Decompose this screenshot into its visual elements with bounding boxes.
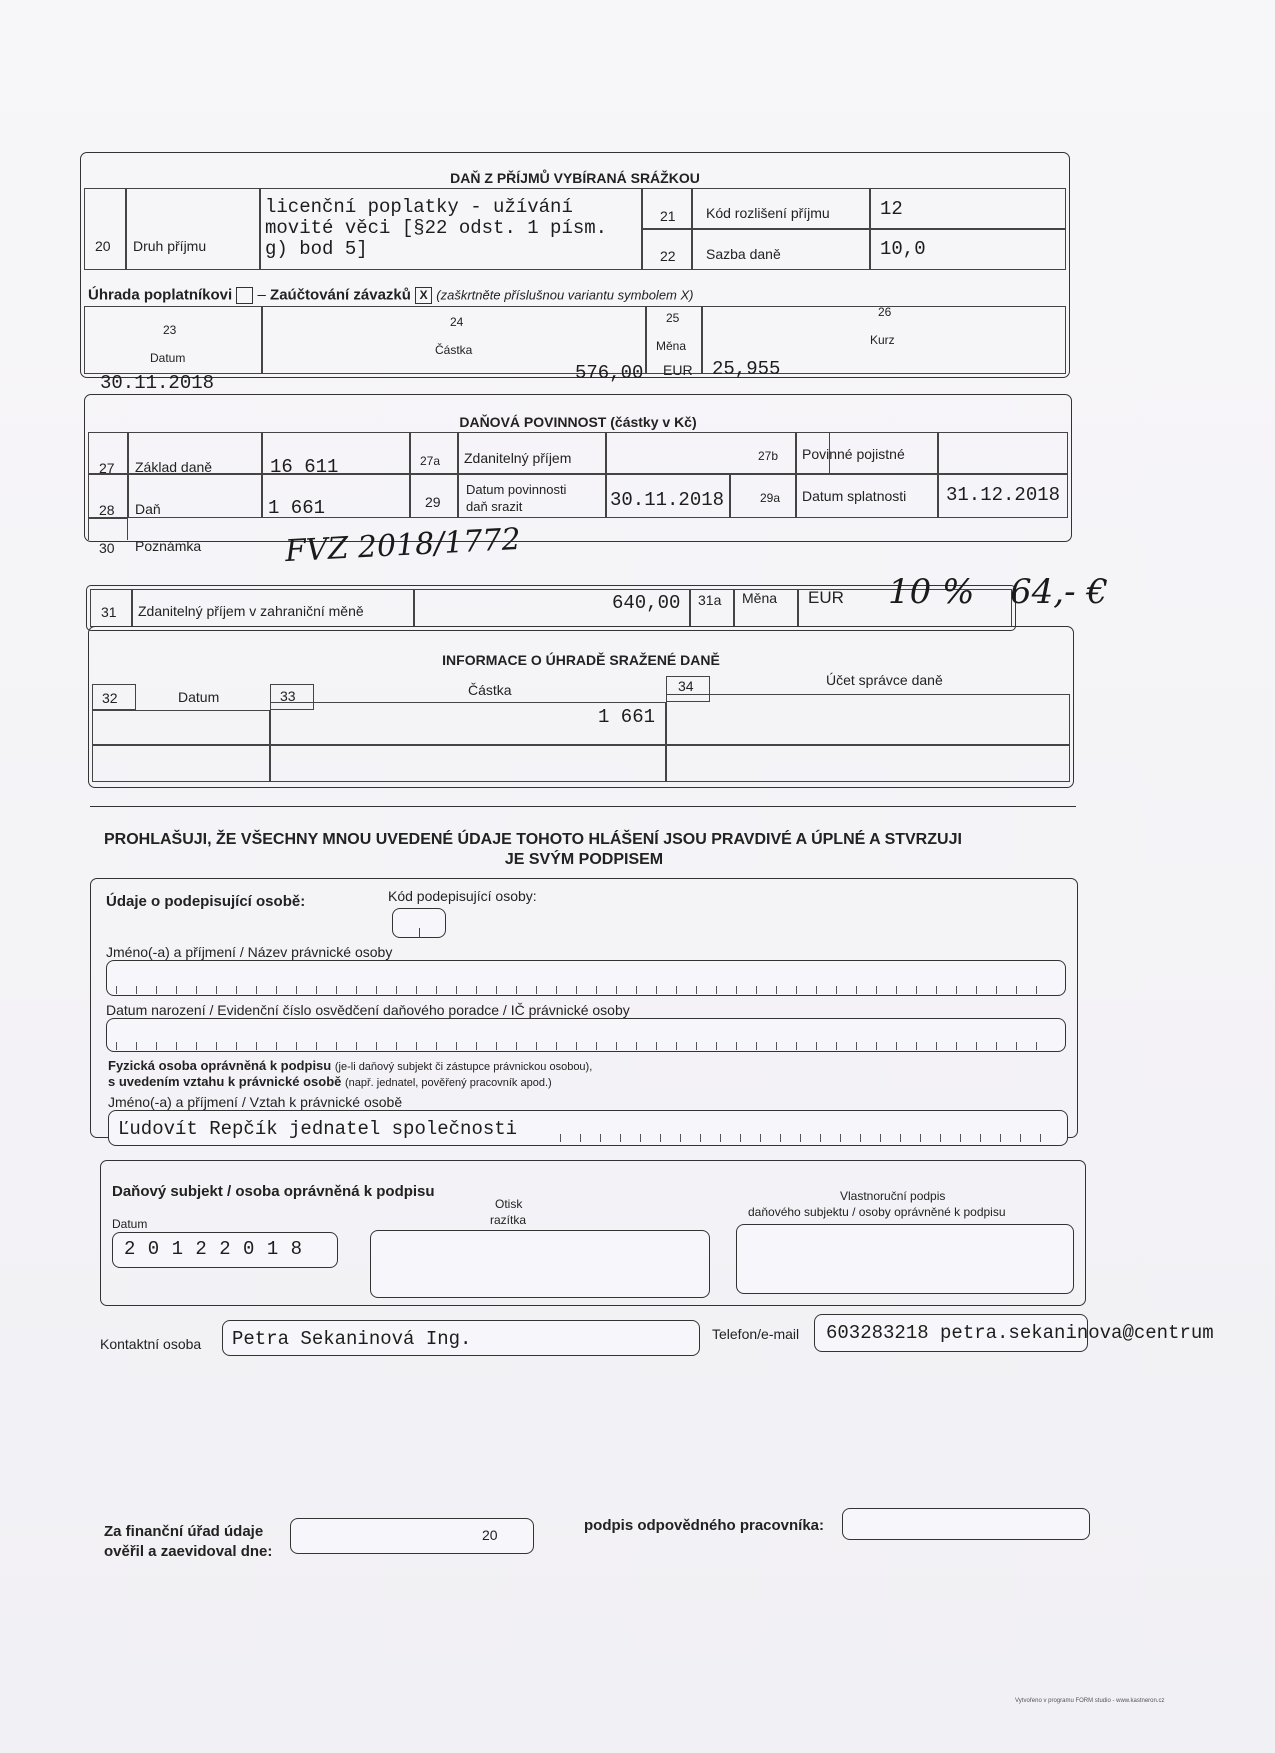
contact-value: Petra Sekaninová Ing. [232, 1328, 472, 1350]
row22-label: Sazba daně [706, 246, 781, 262]
payment-date-value: 30.11.2018 [100, 372, 215, 394]
relation-note: (např. jednatel, pověřený pracovník apod.) [344, 1077, 552, 1089]
note-handwritten: FVZ 2018/1772 [284, 521, 522, 570]
r27b-number: 27b [758, 449, 779, 463]
col24-number: 24 [450, 315, 464, 329]
r27-label: Základ daně [135, 459, 213, 475]
r27a-number: 27a [420, 454, 441, 468]
sign-label-line1: Vlastnoruční podpis [840, 1189, 946, 1203]
payment-currency-value: EUR [663, 362, 693, 378]
office-signature-input[interactable] [842, 1508, 1090, 1540]
r29-label-line2: daň srazit [466, 499, 523, 514]
r29a-label: Datum splatnosti [802, 488, 907, 504]
person-label: Jméno(-a) a příjmení / Vztah k právnické osobě [108, 1094, 403, 1110]
r31-number: 31 [101, 604, 117, 620]
r27a-label: Zdanitelný příjem [464, 450, 572, 466]
c34-number: 34 [678, 678, 694, 694]
due-date-value: 31.12.2018 [946, 484, 1061, 506]
income-code-value: 12 [880, 198, 903, 220]
row20-label-cell [126, 188, 260, 270]
payment-checkbox[interactable] [236, 287, 253, 304]
stamp-label-line2: razítka [490, 1213, 527, 1227]
office-year-prefix: 20 [482, 1527, 498, 1543]
signer-code-label: Kód podepisující osoby: [388, 888, 537, 904]
foreign-income-value: 640,00 [612, 592, 681, 614]
r31a-number: 31a [698, 592, 722, 608]
separator-line [90, 806, 1076, 807]
relation-bold: s uvedením vztahu k právnické osobě [108, 1074, 342, 1089]
office-signature-label: podpis odpovědného pracovníka: [584, 1517, 825, 1534]
c33-label: Částka [468, 682, 512, 698]
office-label-line2: ověřil a zaevidoval dne: [104, 1543, 273, 1560]
col26-number: 26 [878, 305, 892, 319]
payment-grid-right [666, 694, 1070, 782]
r30-number: 30 [99, 540, 115, 556]
r31a-label: Měna [742, 590, 778, 606]
authorized-note: (je-li daňový subjekt či zástupce právnickou osobou), [334, 1061, 593, 1073]
exchange-rate-value: 25,955 [712, 358, 781, 380]
income-type-line1: licenční poplatky - užívání [265, 196, 573, 218]
c32-label: Datum [178, 689, 220, 705]
relation-text [108, 1074, 552, 1091]
stamp-label-line1: Otisk [495, 1197, 523, 1211]
handwritten-rate: 10 % [888, 572, 975, 612]
r27b-value-cell [938, 432, 1068, 474]
tax-rate-value: 10,0 [880, 238, 926, 260]
payment-info-title: INFORMACE O ÚHRADĚ SRAŽENÉ DANĚ [442, 652, 720, 668]
paid-amount-value: 1 661 [598, 706, 656, 728]
r31-label: Zdanitelný příjem v zahraniční měně [138, 603, 364, 619]
payment-label-text: Úhrada poplatníkovi [88, 286, 233, 304]
signature-date-value: 2 0 1 2 2 0 1 8 [124, 1238, 303, 1260]
contact-label: Kontaktní osoba [100, 1336, 202, 1352]
c34-label: Účet správce daně [826, 672, 943, 688]
row20-label: Druh příjmu [133, 238, 207, 254]
payment-to-taxpayer-label [88, 287, 694, 304]
name-label: Jméno(-a) a příjmení / Název právnické osoby [106, 944, 393, 960]
tax-withheld-title: DAŇ Z PŘÍJMŮ VYBÍRANÁ SRÁŽKOU [450, 170, 700, 186]
row21-label: Kód rozlišení příjmu [706, 205, 830, 221]
r29a-number: 29a [760, 491, 781, 505]
stamp-box[interactable] [370, 1230, 710, 1298]
declaration-line2: JE SVÝM PODPISEM [504, 851, 664, 868]
payment-dash: – [257, 286, 266, 304]
settlement-checkbox[interactable]: X [415, 287, 432, 304]
r29-number: 29 [425, 494, 441, 510]
tax-base-value: 16 611 [270, 456, 339, 478]
birth-input-ticks [116, 1042, 1056, 1050]
person-value: Ľudovít Repčík jednatel společnosti [118, 1118, 518, 1140]
col25-label: Měna [656, 339, 687, 353]
r29-label-line1: Datum povinnosti [466, 482, 567, 497]
phone-label: Telefon/e-mail [712, 1326, 800, 1342]
tax-duty-date-value: 30.11.2018 [610, 489, 725, 511]
income-type-line2: movité věci [§22 odst. 1 písm. [265, 217, 608, 239]
sign-label-line2: daňového subjektu / osoby oprávněné k podpisu [748, 1205, 1006, 1219]
foreign-currency-value: EUR [808, 588, 844, 607]
checkbox-hint: (zaškrtněte příslušnou variantu symbolem X) [436, 287, 694, 303]
c32-number: 32 [102, 690, 118, 706]
r30-label: Poznámka [135, 538, 202, 554]
r30-num-cell [88, 518, 128, 540]
payment-grid-left [92, 710, 270, 782]
handwritten-signature-box[interactable] [736, 1224, 1074, 1294]
signer-heading: Údaje o podepisující osobě: [106, 893, 306, 910]
col26-label: Kurz [870, 333, 895, 347]
income-type-line3: g) bod 5] [265, 238, 368, 260]
office-label-line1: Za finanční úřad údaje [104, 1523, 264, 1540]
name-input-ticks [116, 986, 1056, 994]
tax-liability-title: DAŇOVÁ POVINNOST (částky v Kč) [459, 414, 697, 430]
row20-num-cell [84, 188, 126, 270]
r27b-label: Povinné pojistné [802, 446, 905, 462]
payment-amount-value: 576,00 [575, 362, 644, 384]
authorized-bold: Fyzická osoba oprávněná k podpisu [108, 1058, 332, 1073]
footer-generator: Vytvořeno v programu FORM studio - www.kastneron.cz [1015, 1698, 1165, 1704]
person-input-ticks [560, 1134, 1060, 1142]
col23-label: Datum [150, 351, 186, 365]
col25-number: 25 [666, 311, 680, 325]
r28-number: 28 [99, 502, 115, 518]
signature-heading: Daňový subjekt / osoba oprávněná k podpisu [112, 1183, 435, 1200]
c33-number: 33 [280, 688, 296, 704]
col24-label: Částka [435, 343, 473, 357]
authorized-person-text [108, 1058, 592, 1075]
birth-label: Datum narození / Evidenční číslo osvědčení daňového poradce / IČ právnické osoby [106, 1002, 630, 1018]
phone-value: 603283218 petra.sekaninova@centrum [826, 1322, 1214, 1344]
tax-value: 1 661 [268, 497, 326, 519]
r28-label: Daň [135, 501, 161, 517]
settlement-label-text: Zaúčtování závazků [270, 286, 411, 304]
row20-number: 20 [95, 238, 111, 254]
handwritten-amount: 64,- € [1010, 572, 1108, 612]
row22-number: 22 [660, 248, 676, 264]
payment-grid-row-divider [92, 744, 1070, 746]
signer-code-divider [419, 928, 420, 938]
r27-number: 27 [99, 460, 115, 476]
date-label: Datum [112, 1217, 148, 1231]
col23-number: 23 [163, 323, 177, 337]
payment-grid-mid [270, 702, 666, 782]
declaration-line1: PROHLAŠUJI, ŽE VŠECHNY MNOU UVEDENÉ ÚDAJE TOHOTO HLÁŠENÍ JSOU PRAVDIVÉ A ÚPLNÉ A STVRZUJI [104, 831, 962, 848]
row21-number: 21 [660, 208, 676, 224]
